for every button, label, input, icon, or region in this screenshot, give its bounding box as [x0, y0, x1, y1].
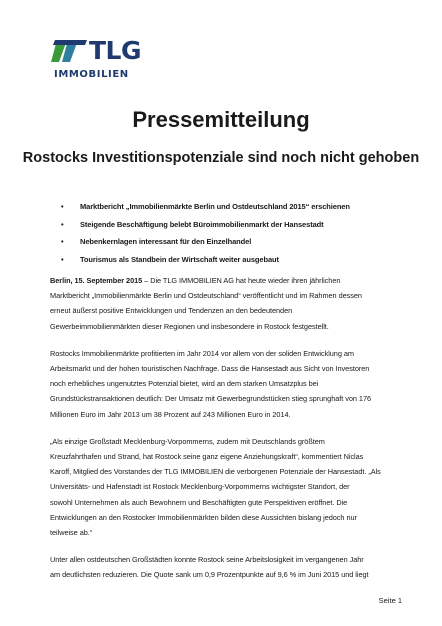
text-line-rest: – Die TLG IMMOBILIEN AG hat heute wieder ihren jährlichen [142, 276, 341, 285]
paragraph-labour [50, 552, 395, 582]
paragraph-market [50, 346, 395, 422]
tlg-logo-mark-icon [51, 38, 91, 64]
highlight-text: Marktbericht „Immobilienmärkte Berlin und Ostdeutschland 2015“ erschienen [80, 202, 350, 211]
highlight-item [61, 198, 350, 216]
text-line: sowohl Unternehmen als auch Bewohnern und Beschäftigten gute Perspektiven eröffnet. Die [50, 497, 348, 507]
highlight-item [61, 216, 350, 234]
highlight-item [61, 251, 350, 269]
text-line: Entwicklungen an den Rostocker Immobilienmärkten bilden diese Aussichten bislang jedoch nur [50, 512, 357, 522]
bullet-icon: • [61, 202, 64, 211]
logo-subtitle: IMMOBILIEN [54, 69, 129, 80]
paragraph-quote [50, 434, 395, 540]
highlight-item [61, 233, 350, 251]
text-line: Universitäts- und Hafenstadt ist Rostock Mecklenburg-Vorpommerns wichtigster Standort, der [50, 482, 350, 492]
page-number: Seite 1 [378, 596, 402, 605]
text-line: Unter allen ostdeutschen Großstädten konnte Rostock seine Arbeitslosigkeit im vergangenen Jahr [50, 555, 364, 565]
text-line: erneut äußerst positive Entwicklungen und Tendenzen an den bedeutenden [50, 306, 293, 316]
text-line: Grundstückstransaktionen deutlich: Der Umsatz mit Gewerbegrundstücken stieg sprunghaft von 176 [50, 394, 372, 404]
text-line: noch erhebliches ungenutztes Potenzial bietet, wird an dem starken Umsatzplus bei [50, 379, 319, 389]
press-body [50, 273, 395, 595]
bullet-icon: • [61, 254, 64, 264]
text-line: Kreuzfahrthafen und Strand, hat Rostock seine ganz eigene Anziehungskraft“, kommentiert Niclas [50, 452, 364, 462]
text-line: Arbeitsmarkt und der hohen touristischen Nachfrage. Dass die Hansestadt aus Sicht von Investoren [50, 364, 370, 374]
page-title: Pressemitteilung [132, 107, 310, 132]
text-line: Marktbericht „Immobilienmärkte Berlin und Ostdeutschland“ veröffentlicht und im Rahmen dessen [50, 291, 362, 301]
text-line: teilweise ab.“ [50, 528, 93, 538]
tlg-logo [51, 38, 143, 84]
text-line: Gewerbeimmobilienmärkten dieser Regionen und insbesondere in Rostock festgestellt. [50, 321, 329, 331]
highlight-text: Tourismus als Standbein der Wirtschaft weiter ausgebaut [80, 254, 279, 264]
page-subtitle: Rostocks Investitionspotenziale sind noch nicht gehoben [22, 150, 420, 166]
text-line: am deutlichsten reduzieren. Die Quote sank um 0,9 Prozentpunkte auf 9,6 % im Juni 2015 und liegt [50, 570, 369, 580]
text-line: Karoff, Mitglied des Vorstandes der TLG IMMOBILIEN die verborgenen Potenziale der Hansestadt. „Als [50, 467, 381, 477]
dateline: Berlin, 15. September 2015 [50, 276, 143, 285]
logo-wordmark: TLG [89, 36, 142, 65]
bullet-icon: • [61, 237, 64, 246]
text-line: Millionen Euro im Jahr 2013 um 38 Prozent auf 243 Millionen Euro in 2014. [50, 409, 291, 419]
paragraph-intro [50, 273, 395, 334]
highlights-list [61, 198, 350, 268]
text-line [50, 273, 395, 288]
highlight-text: Steigende Beschäftigung belebt Büroimmobilienmarkt der Hansestadt [80, 219, 324, 229]
highlight-text: Nebenkernlagen interessant für den Einzelhandel [80, 237, 252, 246]
bullet-icon: • [61, 219, 64, 229]
text-line: Rostocks Immobilienmärkte profitierten im Jahr 2014 vor allem von der soliden Entwicklung am [50, 348, 354, 358]
text-line: „Als einzige Großstadt Mecklenburg-Vorpommerns, zudem mit Deutschlands größtem [50, 436, 325, 446]
